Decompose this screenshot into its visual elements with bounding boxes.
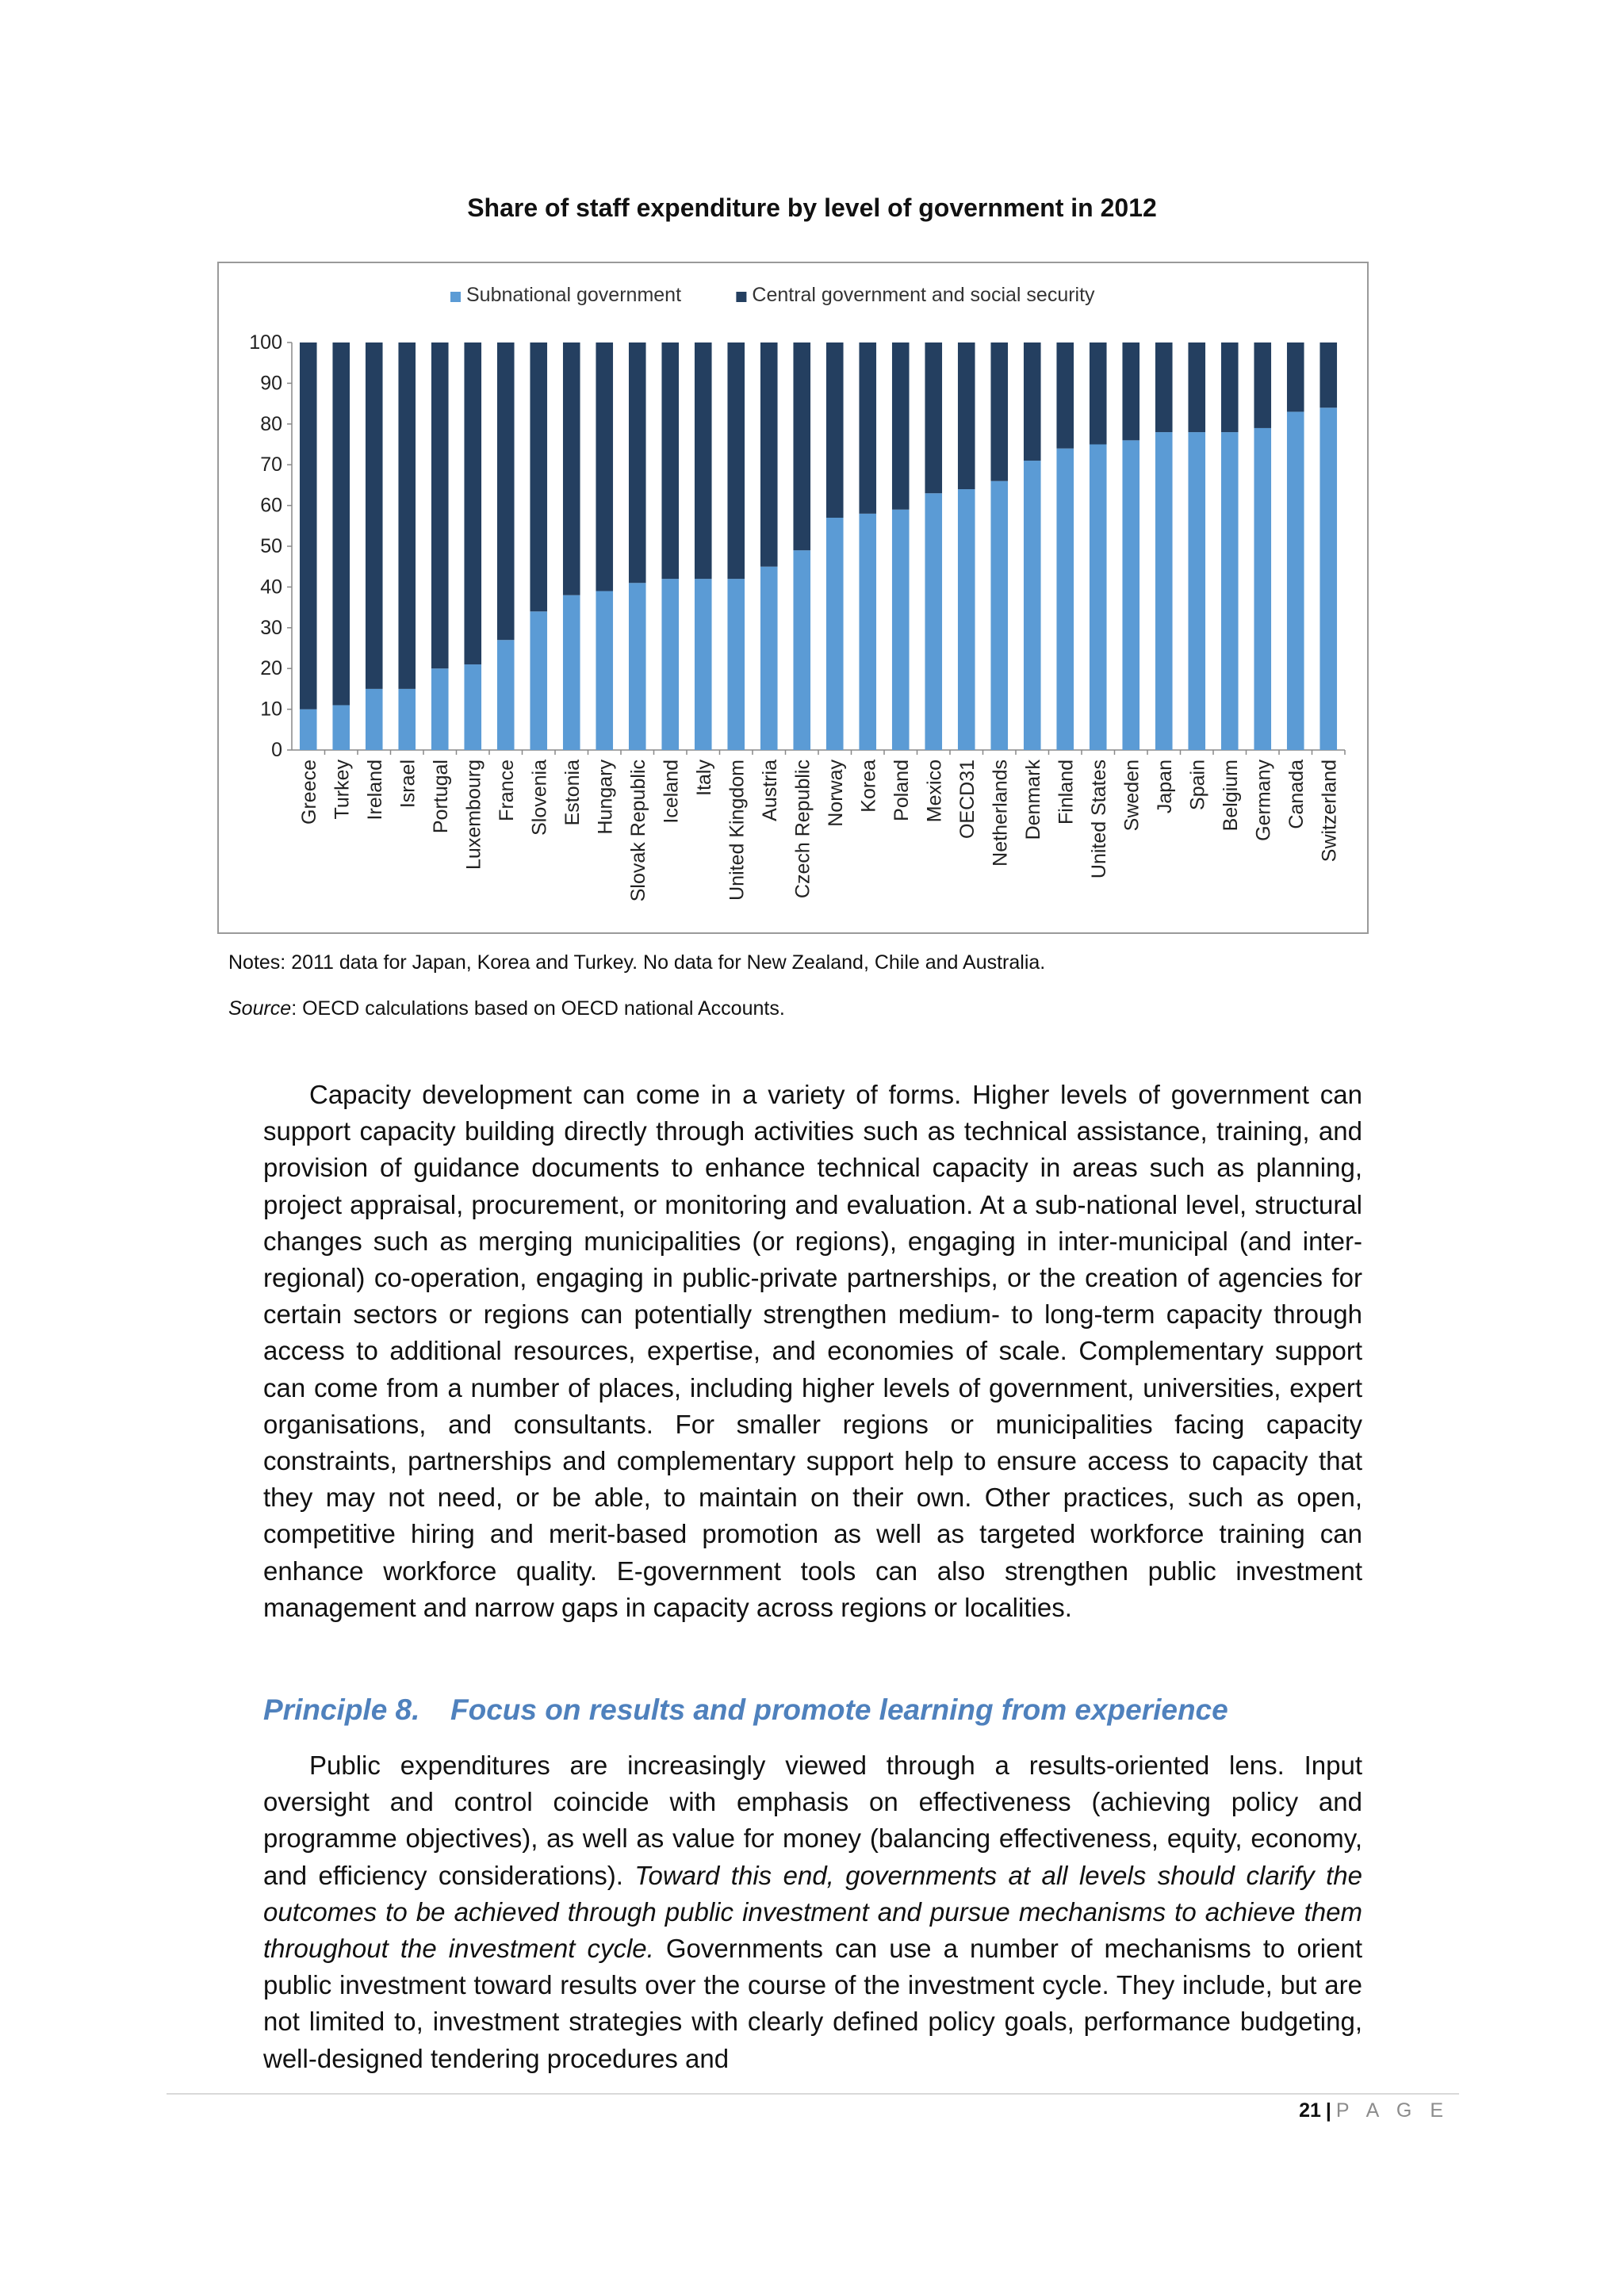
x-tick-label: Portugal — [429, 760, 452, 834]
bar-central-16 — [793, 342, 810, 550]
footer-divider — [167, 2093, 1459, 2095]
x-tick-label: Sweden — [1120, 760, 1143, 832]
bar-subnational-14 — [727, 579, 745, 750]
y-tick-label: 30 — [260, 616, 282, 639]
bar-subnational-23 — [1024, 461, 1041, 750]
y-tick-label: 0 — [271, 739, 282, 761]
y-tick-label: 60 — [260, 494, 282, 517]
x-tick-label: Canada — [1285, 760, 1308, 829]
bar-central-15 — [760, 342, 778, 567]
bar-central-28 — [1188, 342, 1205, 432]
bar-central-22 — [990, 342, 1008, 481]
section-heading — [263, 1693, 1228, 1727]
bar-central-32 — [1320, 342, 1337, 408]
x-tick-label: Korea — [857, 760, 880, 813]
bar-subnational-30 — [1254, 428, 1271, 750]
figure-source — [228, 997, 785, 1020]
x-tick-label: Turkey — [331, 760, 354, 820]
figure-title: Share of staff expenditure by level of government in 2012 — [467, 193, 1157, 222]
bar-central-21 — [958, 342, 975, 489]
bar-central-7 — [497, 342, 515, 640]
x-tick-label: Germany — [1252, 760, 1275, 841]
bar-central-26 — [1122, 342, 1139, 440]
bar-central-3 — [366, 342, 383, 689]
x-tick-label: Finland — [1055, 760, 1078, 825]
bar-central-18 — [859, 342, 876, 514]
x-tick-label: Slovenia — [528, 760, 551, 836]
bar-central-11 — [629, 342, 646, 583]
bar-central-13 — [695, 342, 712, 579]
page-number: 21 — [1299, 2099, 1321, 2122]
principle-title: Focus on results and promote learning from experience — [450, 1693, 1228, 1726]
bar-central-31 — [1287, 342, 1304, 411]
legend-swatch-2 — [736, 292, 746, 302]
bar-central-9 — [563, 342, 580, 595]
legend-swatch-1 — [450, 292, 461, 302]
bar-central-29 — [1221, 342, 1239, 432]
bar-subnational-18 — [859, 514, 876, 750]
x-tick-label: United States — [1087, 760, 1110, 879]
x-tick-label: Slovak Republic — [626, 760, 649, 902]
y-tick-label: 90 — [260, 372, 282, 395]
bar-subnational-12 — [661, 579, 679, 750]
bar-central-14 — [727, 342, 745, 579]
bar-subnational-16 — [793, 550, 810, 750]
bar-subnational-2 — [332, 705, 350, 750]
figure-notes: Notes: 2011 data for Japan, Korea and Turkey. No data for New Zealand, Chile and Australia. — [228, 951, 1046, 974]
bar-subnational-1 — [300, 710, 317, 750]
x-tick-label: Belgium — [1219, 760, 1242, 832]
x-tick-label: United Kingdom — [726, 760, 749, 901]
body-paragraph-1: Capacity development can come in a variety of forms. Higher levels of government can support capacity building directly through activities such as technical assistance, training, and provision of guidance documents to enhance technical capacity in areas such as planning, project appraisal, procurement, or monitoring and evaluation. At a sub-national level, structural changes such as merging municipalities (or regions), engaging in inter-municipal (and inter-regional) co-operation, engaging in public-private partnerships, or the creation of agencies for certain sectors or regions can potentially strengthen medium- to long-term capacity through access to additional resources, expertise, and economies of scale. Complementary support can come from a number of places, including higher levels of government, universities, expert organisations, and consultants. For smaller regions or municipalities facing capacity constraints, partnerships and complementary support help to ensure access to capacity that they may not need, or be able, to maintain on their own. Other practices, such as open, competitive hiring and merit-based promotion as well as targeted workforce training can enhance workforce quality. E-government tools can also strengthen public investment management and narrow gaps in capacity across regions or localities. — [263, 1080, 1362, 1622]
bar-subnational-9 — [563, 595, 580, 750]
x-tick-label: Poland — [890, 760, 913, 821]
bar-subnational-11 — [629, 583, 646, 750]
bar-subnational-6 — [464, 664, 481, 750]
bar-central-4 — [398, 342, 416, 689]
stacked-bar-chart — [217, 262, 1369, 934]
bar-subnational-4 — [398, 689, 416, 750]
bar-subnational-31 — [1287, 411, 1304, 750]
legend-label-2: Central government and social security — [752, 284, 1095, 306]
bar-subnational-3 — [366, 689, 383, 750]
page-footer — [1299, 2099, 1450, 2122]
paragraph-2-end: Governments can use a number of mechanisms to orient public investment toward results over the course of the investment cycle. They include, but are not limited to, investment strategies with clearly defined policy goals, performance budgeting, well-designed tendering procedures and — [263, 1934, 1362, 2073]
y-tick-label: 50 — [260, 535, 282, 557]
bar-central-2 — [332, 342, 350, 705]
x-tick-label: Mexico — [923, 760, 946, 823]
bar-central-30 — [1254, 342, 1271, 428]
bar-central-8 — [530, 342, 547, 611]
x-tick-label: Czech Republic — [791, 760, 814, 899]
x-tick-label: Iceland — [660, 760, 683, 824]
page-label: P A G E — [1335, 2099, 1450, 2122]
bar-central-10 — [596, 342, 613, 591]
bar-subnational-25 — [1090, 445, 1107, 751]
y-tick-label: 40 — [260, 576, 282, 599]
x-tick-label: Austria — [758, 760, 781, 821]
x-tick-label: Luxembourg — [462, 760, 485, 870]
bar-subnational-28 — [1188, 432, 1205, 750]
bar-central-12 — [661, 342, 679, 579]
x-tick-label: Estonia — [561, 760, 584, 826]
bar-central-25 — [1090, 342, 1107, 445]
x-tick-label: Netherlands — [989, 760, 1012, 867]
bar-central-23 — [1024, 342, 1041, 461]
bar-central-1 — [300, 342, 317, 710]
x-tick-label: Ireland — [363, 760, 386, 821]
bar-subnational-32 — [1320, 408, 1337, 750]
bar-subnational-8 — [530, 611, 547, 750]
y-tick-label: 10 — [260, 698, 282, 721]
bar-subnational-15 — [760, 567, 778, 750]
bar-subnational-13 — [695, 579, 712, 750]
bar-central-27 — [1155, 342, 1173, 432]
bar-central-6 — [464, 342, 481, 664]
bar-subnational-22 — [990, 481, 1008, 750]
bar-subnational-29 — [1221, 432, 1239, 750]
bar-subnational-19 — [892, 510, 910, 750]
x-tick-label: Japan — [1153, 760, 1176, 814]
x-tick-label: Switzerland — [1318, 760, 1341, 863]
bar-central-20 — [925, 342, 942, 493]
paragraph-2-start: Public expenditures are increasingly viewed through a results-oriented lens. Input oversight and control coincide with emphasis on effectiveness (achieving policy and programme objectives), as well as value for money (balancing effectiveness, equity, economy, and efficiency considerations). — [263, 1751, 1362, 1890]
x-tick-label: Italy — [692, 760, 715, 796]
bar-subnational-21 — [958, 489, 975, 750]
principle-number: Principle 8. — [263, 1693, 420, 1726]
bar-central-19 — [892, 342, 910, 510]
footer-separator: | — [1325, 2099, 1331, 2122]
bar-central-5 — [431, 342, 449, 668]
chart-canvas — [219, 263, 1370, 936]
source-text: : OECD calculations based on OECD national Accounts. — [291, 997, 785, 1020]
x-tick-label: Greece — [297, 760, 320, 825]
x-tick-label: Hungary — [594, 760, 617, 835]
y-tick-label: 80 — [260, 412, 282, 435]
source-label: Source — [228, 997, 292, 1020]
body-paragraph-2 — [263, 1747, 1362, 2077]
bar-central-24 — [1056, 342, 1074, 449]
y-tick-label: 20 — [260, 657, 282, 680]
x-tick-label: Spain — [1186, 760, 1209, 810]
bar-central-17 — [826, 342, 844, 518]
x-tick-label: Denmark — [1021, 760, 1044, 840]
bar-subnational-17 — [826, 518, 844, 750]
legend-label-1: Subnational government — [466, 284, 682, 306]
bar-subnational-7 — [497, 640, 515, 750]
bar-subnational-26 — [1122, 440, 1139, 750]
bar-subnational-10 — [596, 591, 613, 750]
bar-subnational-5 — [431, 668, 449, 750]
x-tick-label: Norway — [824, 760, 847, 827]
x-tick-label: Israel — [396, 760, 419, 809]
paragraph-2-italic: Toward this end, governments at all levels should clarify the outcomes to be achieved through public investment and pursue mechanisms to achieve them throughout the investment cycle. — [263, 1860, 1362, 1964]
y-tick-label: 100 — [249, 331, 282, 354]
bar-subnational-27 — [1155, 432, 1173, 750]
bar-subnational-24 — [1056, 449, 1074, 750]
y-tick-label: 70 — [260, 453, 282, 476]
x-tick-label: France — [495, 760, 518, 821]
bar-subnational-20 — [925, 493, 942, 750]
x-tick-label: OECD31 — [956, 760, 979, 840]
